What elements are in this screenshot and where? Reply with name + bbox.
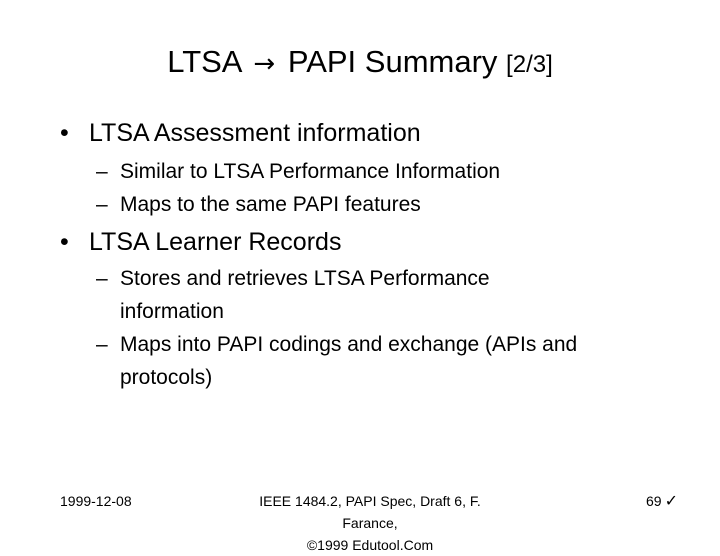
title-part-indicator: [2/3]: [506, 51, 553, 78]
sub-bullet-text: Maps into PAPI codings and exchange (APIs and protocols): [120, 333, 578, 389]
checkmark-icon: ✓: [664, 491, 678, 510]
sub-bullet-item: [96, 328, 671, 394]
page-number: 69: [646, 493, 662, 509]
slide-title: [0, 40, 720, 87]
dash-icon: –: [96, 193, 108, 216]
dash-icon: –: [96, 333, 108, 356]
title-suffix: PAPI Summary: [287, 44, 498, 79]
dash-icon: –: [96, 160, 108, 183]
sub-bullet-item: [96, 155, 686, 188]
bullet-text: LTSA Assessment information: [89, 119, 421, 147]
sub-bullet-item: [96, 262, 566, 328]
sub-bullet-item: [96, 188, 686, 221]
bullet-item: [60, 118, 421, 148]
bullet-text: LTSA Learner Records: [89, 228, 342, 256]
right-arrow-icon: →: [253, 49, 276, 79]
footer-date: 1999-12-08: [60, 493, 132, 509]
sub-bullet-text: Maps to the same PAPI features: [120, 193, 421, 216]
dash-icon: –: [96, 267, 108, 290]
sub-bullet-text: Stores and retrieves LTSA Performance information: [120, 267, 490, 323]
footer-center: [230, 490, 510, 556]
sub-bullet-text: Similar to LTSA Performance Information: [120, 160, 501, 183]
bullet-icon: •: [60, 119, 69, 147]
footer-page: [646, 490, 678, 512]
footer-center-line1: IEEE 1484.2, PAPI Spec, Draft 6, F. Farance,: [259, 493, 481, 531]
footer-center-line2: ©1999 Edutool.Com: [306, 537, 434, 553]
bullet-item: [60, 227, 341, 257]
title-prefix: LTSA: [167, 44, 241, 79]
bullet-icon: •: [60, 228, 69, 256]
